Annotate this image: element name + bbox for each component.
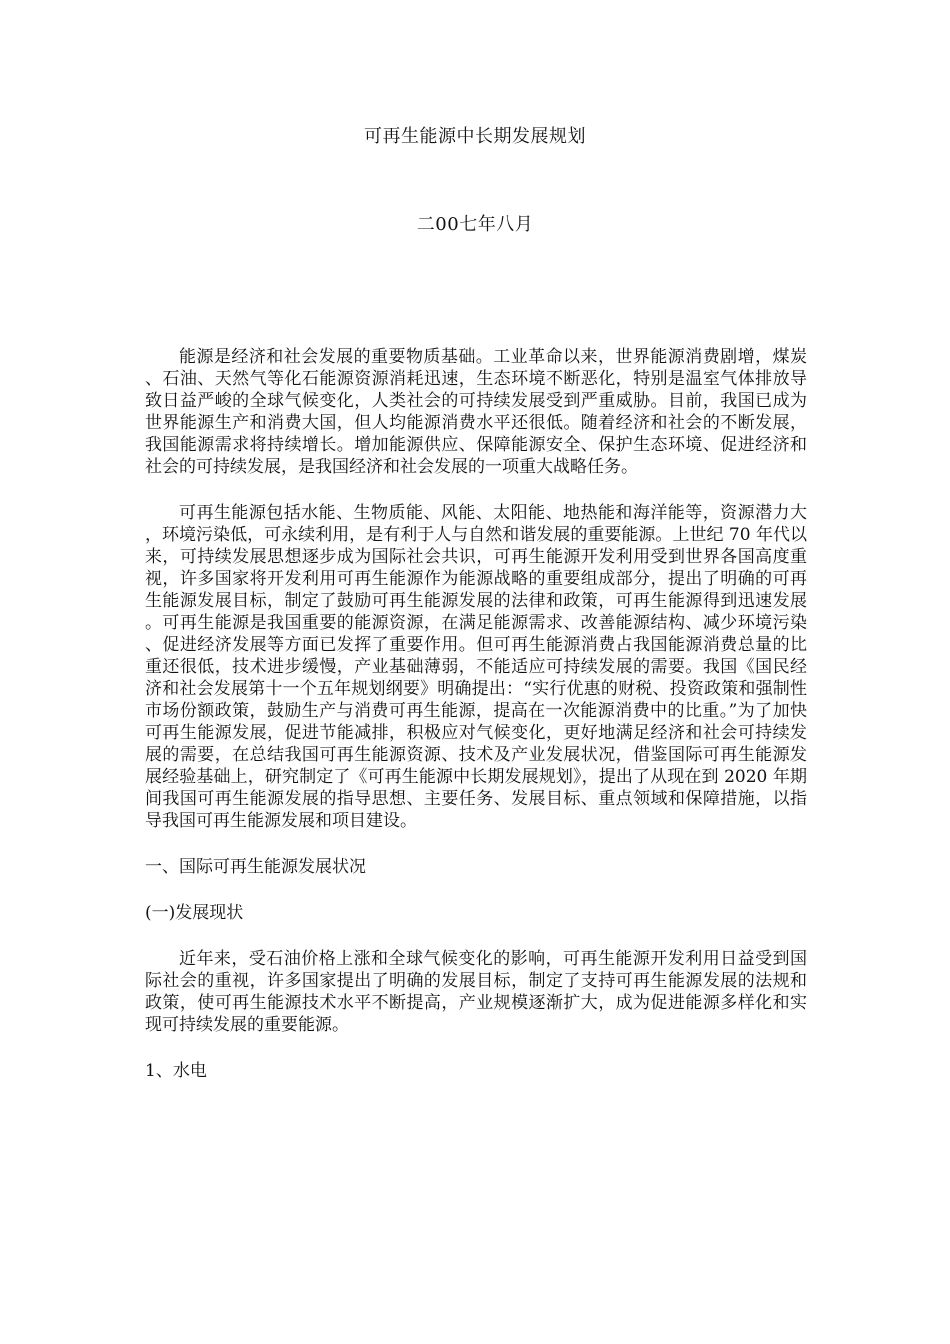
section-heading: 一、国际可再生能源发展状况	[145, 857, 366, 877]
paragraph-renewables: 可再生能源包括水能、生物质能、风能、太阳能、地热能和海洋能等，资源潜力大，环境污染低，可永续利用，是有利于人与自然和谐发展的重要能源。上世纪 70 年代以来，可持续发展思想逐步成为国际社会共识，可再生能源开发利用受到世界各国高度重视，许多国家将开发利用可再生能源作为能源战略的重要组成部分，提出了明确的可再生能源发展目标，制定了鼓励可再生能源发展的法律和政策，可再生能源得到迅速发展。可再生能源是我国重要的能源资源，在满足能源需求、改善能源结构、减少环境污染、促进经济发展等方面已发挥了重要作用。但可再生能源消费占我国能源消费总量的比重还很低，技术进步缓慢，产业基础薄弱，不能适应可持续发展的需要。我国《国民经济和社会发展第十一个五年规划纲要》明确提出：“实行优惠的财税、投资政策和强制性市场份额政策，鼓励生产与消费可再生能源，提高在一次能源消费中的比重。”为了加快可再生能源发展，促进节能减排，积极应对气候变化，更好地满足经济和社会可持续发展的需要，在总结我国可再生能源资源、技术及产业发展状况，借鉴国际可再生能源发展经验基础上，研究制定了《可再生能源中长期发展规划》，提出了从现在到 2020 年期间我国可再生能源发展的指导思想、主要任务、发展目标、重点领域和保障措施，以指导我国可再生能源发展和项目建设。	[145, 503, 807, 831]
item-heading: 1、水电	[145, 1061, 207, 1081]
subsection-heading: (一)发展现状	[145, 903, 244, 923]
document-body	[145, 346, 807, 1106]
paragraph-intro: 能源是经济和社会发展的重要物质基础。工业革命以来，世界能源消费剧增，煤炭、石油、天然气等化石能源资源消耗迅速，生态环境不断恶化，特别是温室气体排放导致日益严峻的全球气候变化，人类社会的可持续发展受到严重威胁。目前，我国已成为世界能源生产和消费大国，但人均能源消费水平还很低。随着经济和社会的不断发展，我国能源需求将持续增长。增加能源供应、保障能源安全、保护生态环境、促进经济和社会的可持续发展，是我国经济和社会发展的一项重大战略任务。	[145, 347, 807, 477]
document-title: 可再生能源中长期发展规划	[364, 126, 586, 147]
document-date: 二00七年八月	[416, 214, 534, 235]
paragraph-status: 近年来，受石油价格上涨和全球气候变化的影响，可再生能源开发利用日益受到国际社会的重视，许多国家提出了明确的发展目标，制定了支持可再生能源发展的法规和政策，使可再生能源技术水平不断提高，产业规模逐渐扩大，成为促进能源多样化和实现可持续发展的重要能源。	[145, 949, 807, 1035]
